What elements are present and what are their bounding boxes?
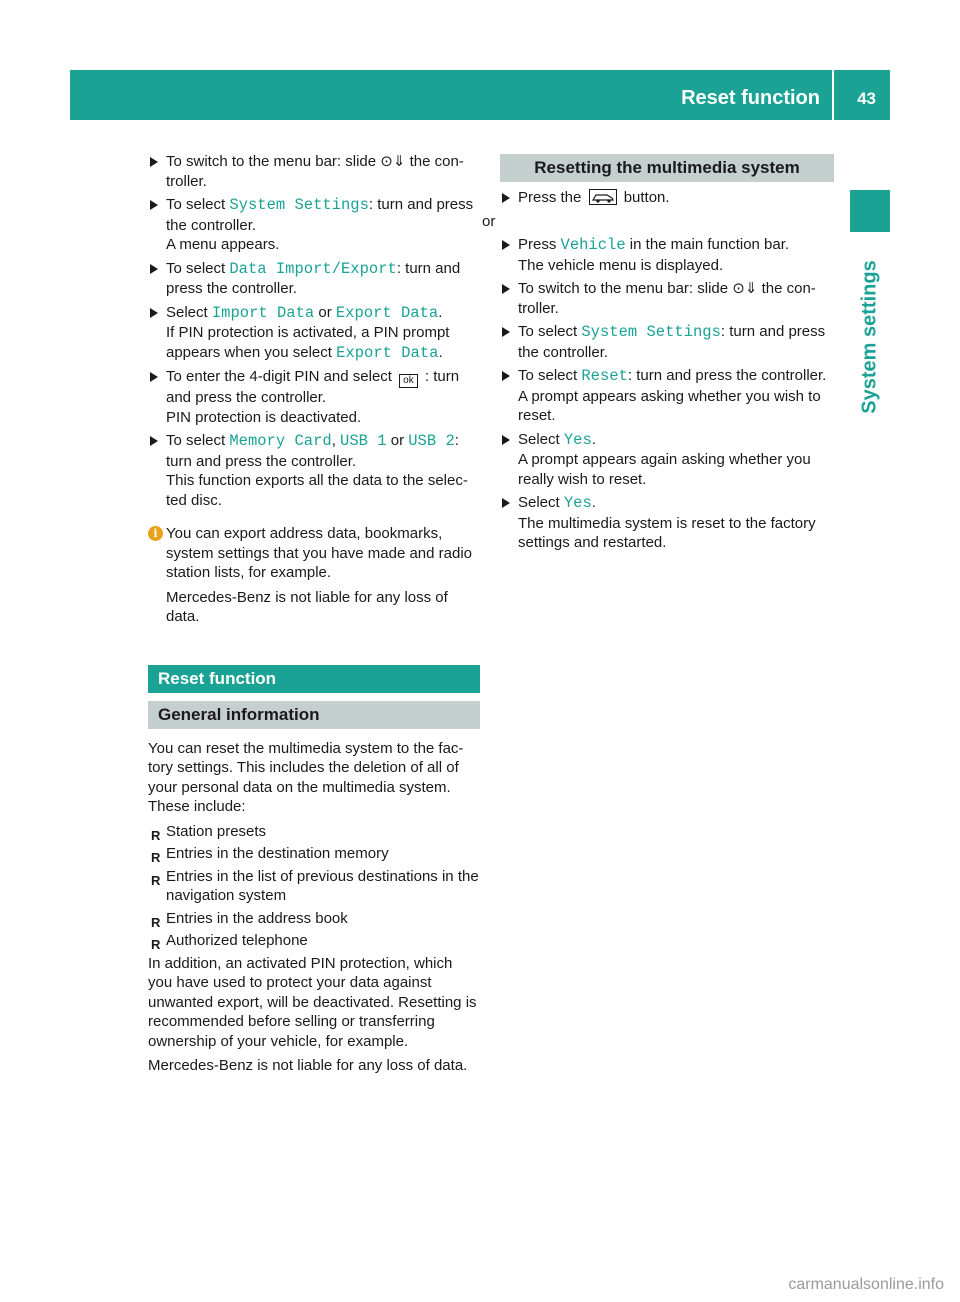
step-arrow-icon [502, 284, 510, 294]
paragraph: In addition, an activated PIN protection, which you have used to protect your data against unwanted export, will be deactivated. Resetting is recommended before selling or transferring ownership of your vehicle, for example. [148, 954, 477, 1050]
list-item: R Entries in the address book [148, 909, 480, 929]
step: To select Memory Card, USB 1 or USB 2: turn and press the controller. This function exports all the data to the selec-ted disc. [148, 431, 480, 510]
subsection-title: Resetting the multimedia system [500, 154, 834, 182]
step: Select Yes. A prompt appears again asking whether you really wish to reset. [500, 430, 834, 490]
menu-item-yes: Yes [563, 430, 592, 449]
step-arrow-icon [502, 498, 510, 508]
step-arrow-icon [502, 371, 510, 381]
or-text: or [482, 212, 496, 230]
paragraph: Mercedes-Benz is not liable for any loss of data. [148, 1057, 468, 1074]
menu-item-import-data: Import Data [211, 303, 315, 322]
step: To select System Settings: turn and press the controller. A menu appears. [148, 195, 480, 255]
section-title: Reset function [148, 665, 480, 693]
menu-item-system-settings: System Settings [581, 323, 721, 341]
step: To select System Settings: turn and press the controller. [500, 322, 834, 362]
bullet-icon: R [151, 914, 161, 930]
menu-item-memory-card: Memory Card [229, 432, 332, 450]
header-title: Reset function [681, 87, 820, 109]
step: To select Reset: turn and press the controller. A prompt appears asking whether you wish to reset. [500, 366, 834, 426]
list-item: R Entries in the destination memory [148, 844, 480, 864]
step-arrow-icon [150, 308, 158, 318]
step-arrow-icon [150, 436, 158, 446]
controller-slide-icon: ⊙⇓ [732, 280, 758, 297]
paragraph: You can reset the multimedia system to the fac-tory settings. This includes the deletion of all of your personal data on the multimedia system. These include: [148, 739, 464, 815]
header-bar [70, 70, 890, 120]
bullet-icon: R [151, 872, 161, 888]
bullet-icon: R [151, 827, 161, 843]
step: Press the button. [500, 188, 834, 208]
page-number: 43 [857, 89, 876, 108]
step-arrow-icon [502, 435, 510, 445]
left-column [148, 152, 480, 1081]
menu-item-data-import-export: Data Import/Export [229, 259, 397, 278]
step: Press Vehicle in the main function bar. The vehicle menu is displayed. [500, 235, 834, 275]
list-item: R Entries in the list of previous destinations in the navigation system [151, 867, 479, 904]
info-icon: i [148, 526, 163, 541]
menu-item-usb-2: USB 2 [408, 432, 455, 450]
step-arrow-icon [150, 200, 158, 210]
menu-item-usb-1: USB 1 [340, 432, 387, 450]
vehicle-button-icon [589, 189, 617, 205]
step-arrow-icon [150, 372, 158, 382]
watermark: carmanualsonline.info [788, 1275, 944, 1293]
step: To select Data Import/Export: turn and press the controller. [148, 259, 480, 299]
menu-item-yes: Yes [563, 494, 592, 512]
step: Select Import Data or Export Data. If PIN protection is activated, a PIN prompt appears when you select Export Data. [148, 303, 480, 364]
step-arrow-icon [502, 327, 510, 337]
list-item: R Station presets [148, 822, 480, 842]
side-tab-label [850, 252, 890, 422]
subsection-title: General information [148, 701, 480, 729]
side-tab-label-text: System settings [858, 260, 881, 414]
menu-item-system-settings: System Settings [229, 196, 369, 214]
step-arrow-icon [502, 240, 510, 250]
ok-icon: ok [399, 374, 418, 388]
step-arrow-icon [502, 193, 510, 203]
right-column [482, 154, 834, 557]
bullet-icon: R [151, 937, 161, 952]
step: To enter the 4-digit PIN and select ok : turn and press the controller. PIN protection is deactivated. [148, 367, 480, 427]
step: To switch to the menu bar: slide ⊙⇓ the con-troller. [148, 152, 480, 191]
step-arrow-icon [150, 157, 158, 167]
bullet-icon: R [151, 850, 161, 865]
controller-slide-icon: ⊙⇓ [380, 153, 406, 170]
step: Select Yes. The multimedia system is reset to the factory settings and restarted. [500, 493, 834, 553]
header-divider [832, 70, 834, 120]
menu-item-reset: Reset [581, 367, 628, 385]
step: To switch to the menu bar: slide ⊙⇓ the con-troller. [500, 279, 834, 318]
side-tab-marker [850, 190, 890, 232]
info-note: i You can export address data, bookmarks, system settings that you have made and radio station lists, for example. Mercedes-Benz is not liable for any loss of data. [148, 524, 480, 627]
list-item: R Authorized telephone [148, 931, 480, 951]
step-arrow-icon [150, 264, 158, 274]
menu-item-vehicle: Vehicle [560, 236, 626, 254]
menu-item-export-data: Export Data [335, 303, 439, 322]
